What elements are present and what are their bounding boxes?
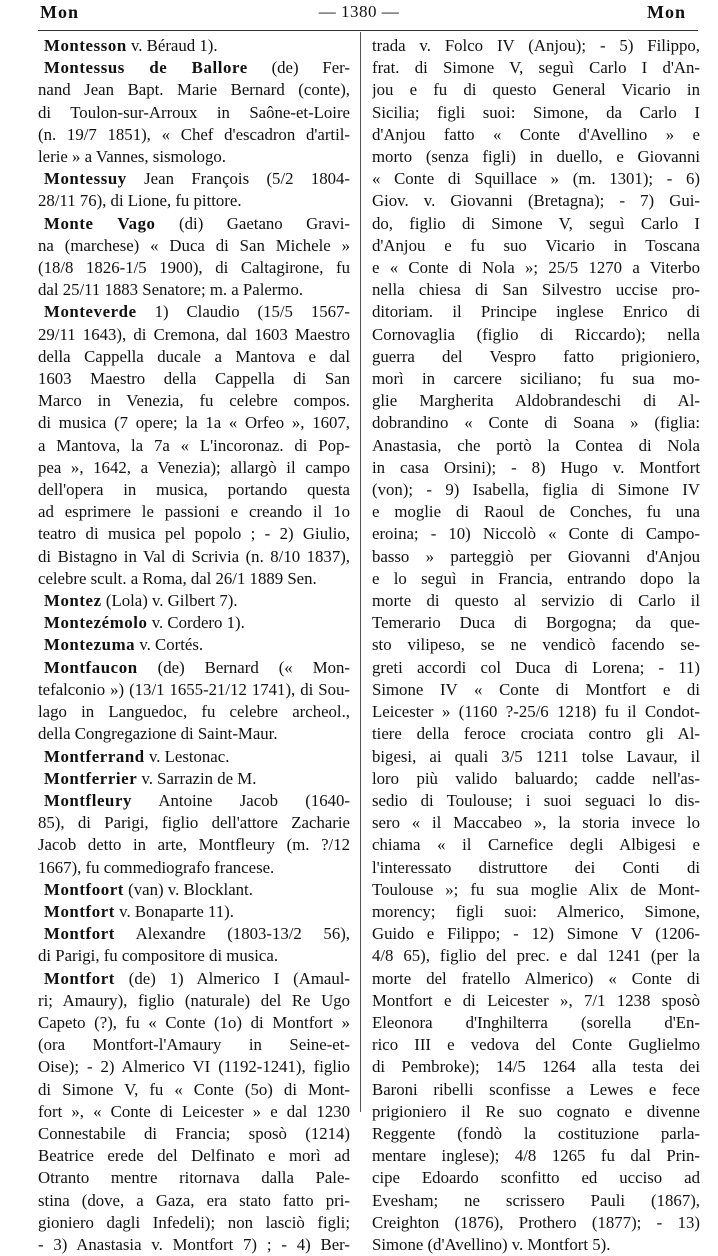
text-line	[38, 368, 350, 390]
line-text: sto vilipeso, se ne vendicò facendo se-	[372, 635, 700, 655]
line-text: di Toulon-sur-Arroux in Saône-et-Loire	[38, 102, 350, 122]
line-text: Baroni ribelli sconfisse a Lewes e fece	[372, 1079, 700, 1099]
line-text: Connestabile di Francia; sposò (1214)	[38, 1123, 350, 1143]
line-text: Leicester » (1160 ?-25/6 1218) fu il Condot-	[372, 702, 700, 722]
line-text: na (marchese) « Duca di San Michele »	[38, 235, 350, 255]
line-text: 1) Claudio (15/5 1567-	[136, 302, 350, 322]
text-line	[38, 812, 350, 834]
text-line	[372, 945, 700, 967]
line-text: di Bistagno in Val di Scrivia (n. 8/10 1837),	[38, 546, 350, 566]
right-column	[372, 35, 700, 1256]
text-line	[372, 279, 700, 301]
line-text: lerie » a Vannes, sismologo.	[38, 147, 226, 167]
line-text: sedio di Toulouse; i suoi seguaci lo dis-	[372, 790, 700, 810]
text-line	[38, 1234, 350, 1256]
column-divider	[360, 32, 361, 1112]
text-line	[372, 213, 700, 235]
line-text: (de) Fer-	[247, 58, 350, 78]
line-text: 1667), fu commediografo francese.	[38, 857, 275, 877]
line-text: morì in carcere siciliano; fu sua mo-	[372, 369, 700, 389]
line-text: (Lola) v. Gilbert 7).	[101, 591, 238, 611]
line-text: lago in Languedoc, fu celebre archeol.,	[38, 702, 350, 722]
text-line	[372, 523, 700, 545]
line-text: eroina; - 10) Niccolò « Conte di Campo-	[372, 524, 700, 544]
line-text: di musica (7 opere; la 1a « Orfeo », 1607,	[38, 413, 350, 433]
line-text: Marco in Venezia, fu celebre compos.	[38, 391, 350, 411]
text-line	[38, 235, 350, 257]
text-line	[38, 990, 350, 1012]
line-text: dal 25/11 1883 Senatore; m. a Palermo.	[38, 280, 304, 300]
line-text: Jean François (5/2 1804-	[126, 169, 350, 189]
text-line	[372, 301, 700, 323]
line-text: Guido e Filippo; - 12) Simone V (1206-	[372, 924, 700, 944]
text-line	[372, 235, 700, 257]
text-line	[372, 768, 700, 790]
text-line	[38, 501, 350, 523]
text-line	[38, 435, 350, 457]
page-header	[0, 2, 718, 24]
headword: Montfaucon	[44, 657, 138, 677]
line-text: v. Bonaparte 11).	[114, 901, 234, 921]
text-line	[372, 412, 700, 434]
line-text: v. Cordero 1).	[147, 613, 245, 633]
text-line	[38, 1145, 350, 1167]
line-text: do, figlio di Simone V, seguì Carlo I	[372, 213, 700, 233]
text-line	[38, 479, 350, 501]
text-line	[372, 1034, 700, 1056]
line-text: « Conte di Squillace » (m. 1301); - 6)	[372, 169, 700, 189]
line-text: Cornovaglia (figlio di Riccardo); nella	[372, 324, 700, 344]
text-line	[38, 834, 350, 856]
line-text: ditoriam. il Principe inglese Enrico di	[372, 302, 700, 322]
headword: Montezuma	[44, 635, 136, 655]
text-line	[372, 57, 700, 79]
line-text: sero « il Maccabeo », la storia invece lo	[372, 813, 700, 833]
text-line	[372, 568, 700, 590]
line-text: teatro di musica pel popolo ; - 2) Giulio,	[38, 524, 350, 544]
headword: Montesson	[44, 36, 127, 55]
text-line	[372, 1012, 700, 1034]
text-line	[372, 1056, 700, 1078]
line-text: pea », 1642, a Venezia); allargò il campo	[38, 457, 350, 477]
line-text: Antoine Jacob (1640-	[132, 790, 350, 810]
line-text: Reggente (fondò la costituzione parla-	[372, 1123, 700, 1143]
text-line	[372, 324, 700, 346]
line-text: v. Cortés.	[135, 635, 204, 655]
text-line	[372, 612, 700, 634]
line-text: ri; Amaury), figlio (naturale) del Re Ugo	[38, 990, 350, 1010]
line-text: 85), di Parigi, figlio dell'attore Zacharie	[38, 813, 350, 833]
text-line	[38, 746, 350, 768]
line-text: basso » parteggiò per Giovanni d'Anjou	[372, 546, 700, 566]
text-line	[38, 612, 350, 634]
text-line	[38, 102, 350, 124]
line-text: gioniero dagli Infedeli); non lasciò figli;	[38, 1212, 350, 1232]
text-line	[372, 1101, 700, 1123]
text-line	[38, 901, 350, 923]
line-text: Sicilia; figli suoi: Simone, da Carlo I	[372, 102, 700, 122]
line-text: Eleonora d'Inghilterra (sorella d'En-	[372, 1012, 700, 1032]
line-text: (di) Gaetano Gravi-	[155, 213, 350, 233]
running-head-right: Mon	[647, 2, 686, 22]
text-line	[372, 812, 700, 834]
headword: Montessus de Ballore	[44, 58, 248, 78]
text-line	[372, 1123, 700, 1145]
line-text: jou e fu di questo General Vicario in	[372, 80, 700, 100]
line-text: l'interessato distruttore dei Conti di	[372, 857, 700, 877]
text-line	[372, 102, 700, 124]
line-text: e lo seguì in Francia, entrando dopo la	[372, 568, 700, 588]
text-line	[38, 1101, 350, 1123]
line-text: Simone IV « Conte di Montfort e di	[372, 679, 700, 699]
line-text: morency; figli suoi: Almerico, Simone,	[372, 901, 700, 921]
headword: Montez	[44, 591, 102, 611]
text-line	[38, 590, 350, 612]
line-text: Otranto mentre ritornava dalla Pale-	[38, 1168, 350, 1188]
line-text: morte di questo al servizio di Carlo il	[372, 591, 700, 611]
text-line	[372, 346, 700, 368]
line-text: ad esprimere le passioni e creando il 1o	[38, 502, 350, 522]
line-text: Temerario Duca di Borgogna; da que-	[372, 613, 700, 633]
text-line	[372, 1167, 700, 1189]
line-text: Evesham; ne scrissero Pauli (1867),	[372, 1190, 700, 1210]
line-text: v. Lestonac.	[144, 746, 230, 766]
text-line	[38, 634, 350, 656]
text-line	[38, 412, 350, 434]
text-line	[38, 879, 350, 901]
text-line	[372, 701, 700, 723]
text-line	[38, 124, 350, 146]
text-line	[372, 790, 700, 812]
line-text: glie Margherita Aldobrandeschi di Al-	[372, 391, 700, 411]
text-line	[38, 768, 350, 790]
left-column	[38, 35, 350, 1256]
line-text: della Cappella ducale a Mantova e dal	[38, 346, 350, 366]
line-text: - 3) Anastasia v. Montfort 7) ; - 4) Ber-	[38, 1234, 350, 1254]
text-line	[372, 923, 700, 945]
line-text: (ora Montfort-l'Amaury in Seine-et-	[38, 1035, 350, 1055]
text-line	[38, 301, 350, 323]
text-line	[372, 435, 700, 457]
text-line	[38, 190, 350, 212]
text-line	[372, 479, 700, 501]
line-text: v. Béraud 1).	[126, 36, 218, 55]
line-text: bigesi, ai quali 3/5 1211 tolse Lavaur, il	[372, 746, 700, 766]
headword: Montferrand	[44, 746, 145, 766]
text-line	[372, 124, 700, 146]
line-text: Montfort e di Leicester », 7/1 1238 sposò	[372, 990, 700, 1010]
line-text: 28/11 76), di Lione, fu pittore.	[38, 191, 242, 211]
page-number: — 1380 —	[318, 2, 400, 21]
headword: Montfort	[44, 968, 115, 988]
headword: Montfort	[44, 924, 115, 944]
headword: Montezémolo	[44, 613, 148, 633]
headword: Monteverde	[44, 302, 137, 322]
text-line	[372, 146, 700, 168]
line-text: Simone (d'Avellino) v. Montfort 5).	[372, 1234, 611, 1254]
line-text: della Congregazione di Saint-Maur.	[38, 724, 278, 744]
line-text: v. Sarrazin de M.	[137, 768, 257, 788]
line-text: nand Jean Bapt. Marie Bernard (conte),	[38, 80, 350, 100]
text-line	[372, 190, 700, 212]
text-line	[38, 324, 350, 346]
text-line	[372, 501, 700, 523]
line-text: Capeto (?), fu « Conte (1o) di Montfort »	[38, 1012, 350, 1032]
text-line	[38, 657, 350, 679]
headword: Montferrier	[44, 768, 138, 788]
line-text: trada v. Folco IV (Anjou); - 5) Filippo,	[372, 36, 700, 55]
line-text: (de) Bernard (« Mon-	[137, 657, 350, 677]
text-line	[372, 679, 700, 701]
text-line	[38, 1167, 350, 1189]
text-line	[38, 1012, 350, 1034]
line-text: d'Anjou e fu suo Vicario in Toscana	[372, 235, 700, 255]
line-text: frat. di Simone V, seguì Carlo I d'An-	[372, 58, 700, 78]
text-line	[38, 213, 350, 235]
headword: Monte Vago	[44, 213, 156, 233]
line-text: chiama « il Carnefice degli Albigesi e	[372, 835, 700, 855]
text-line	[38, 1212, 350, 1234]
line-text: mentare inglese); 4/8 1265 fu dal Prin-	[372, 1146, 700, 1166]
text-line	[38, 35, 350, 57]
text-line	[372, 1212, 700, 1234]
line-text: dobrandino « Conte di Soana » (figlia:	[372, 413, 700, 433]
text-line	[38, 923, 350, 945]
line-text: guerra del Vespro fatto prigioniero,	[372, 346, 700, 366]
line-text: di Simone V, fu « Conte (5o) di Mont-	[38, 1079, 350, 1099]
text-line	[38, 79, 350, 101]
text-line	[372, 746, 700, 768]
text-line	[38, 1123, 350, 1145]
line-text: Anastasia, che portò la Contea di Nola	[372, 435, 700, 455]
text-line	[38, 968, 350, 990]
text-line	[372, 901, 700, 923]
line-text: 29/11 1643), di Cremona, dal 1603 Maestro	[38, 324, 350, 344]
line-text: Toulouse »; fu sua moglie Alix de Mont-	[372, 879, 700, 899]
line-text: (de) 1) Almerico I (Amaul-	[114, 968, 350, 988]
text-line	[38, 857, 350, 879]
line-text: fort », « Conte di Leicester » e dal 1230	[38, 1101, 350, 1121]
line-text: nella chiesa di San Silvestro uccise pro-	[372, 280, 700, 300]
line-text: e « Conte di Nola »; 25/5 1270 a Viterbo	[372, 258, 700, 278]
text-line	[38, 1190, 350, 1212]
text-line	[372, 1234, 700, 1256]
text-line	[38, 1079, 350, 1101]
line-text: (von); - 9) Isabella, figlia di Simone IV	[372, 480, 700, 500]
line-text: Creighton (1876), Prothero (1877); - 13)	[372, 1212, 700, 1232]
headword: Montfort	[44, 901, 115, 921]
text-line	[372, 834, 700, 856]
header-rule	[38, 30, 698, 31]
text-line	[372, 390, 700, 412]
line-text: (van) v. Blocklant.	[123, 879, 253, 899]
text-line	[38, 346, 350, 368]
line-text: tiere della feroce crociata contro gli Al-	[372, 724, 700, 744]
line-text: tefalconio ») (13/1 1655-21/12 1741), di Sou-	[38, 679, 350, 699]
text-line	[372, 1190, 700, 1212]
line-text: di Parigi, fu compositore di musica.	[38, 946, 279, 966]
line-text: Jacob detto in arte, Montfleury (m. ?/12	[38, 835, 350, 855]
text-line	[38, 546, 350, 568]
text-line	[372, 879, 700, 901]
line-text: Giov. v. Giovanni (Bretagna); - 7) Gui-	[372, 191, 700, 211]
text-line	[372, 546, 700, 568]
line-text: 4/8 65), figlio del prec. e dal 1241 (per la	[372, 946, 700, 966]
line-text: Beatrice erede del Delfinato e morì ad	[38, 1146, 350, 1166]
line-text: morto (senza figli) in duello, e Giovanni	[372, 147, 700, 167]
running-head-left: Mon	[40, 2, 79, 22]
text-line	[372, 723, 700, 745]
line-text: (n. 19/7 1851), « Chef d'escadron d'artil-	[38, 124, 350, 144]
text-line	[38, 790, 350, 812]
text-line	[38, 457, 350, 479]
text-line	[372, 168, 700, 190]
text-line	[38, 390, 350, 412]
line-text: greti accordi col Duca di Lorena; - 11)	[372, 657, 700, 677]
line-text: Alexandre (1803-13/2 56),	[114, 924, 350, 944]
line-text: d'Anjou fatto « Conte d'Avellino » e	[372, 124, 700, 144]
text-line	[372, 634, 700, 656]
headword: Montfoort	[44, 879, 124, 899]
line-text: celebre scult. a Roma, dal 26/1 1889 Sen.	[38, 568, 317, 588]
line-text: rico III e vedova del Conte Guglielmo	[372, 1035, 700, 1055]
text-line	[372, 590, 700, 612]
text-line	[372, 990, 700, 1012]
text-line	[38, 679, 350, 701]
text-line	[372, 457, 700, 479]
text-line	[372, 79, 700, 101]
text-line	[38, 146, 350, 168]
line-text: loro più valido baluardo; cadde nell'as-	[372, 768, 700, 788]
text-line	[372, 857, 700, 879]
line-text: e moglie di Raoul de Conches, fu una	[372, 502, 700, 522]
text-line	[372, 35, 700, 57]
line-text: in casa Orsini); - 8) Hugo v. Montfort	[372, 457, 700, 477]
line-text: morte del fratello Almerico) « Conte di	[372, 968, 700, 988]
text-line	[38, 57, 350, 79]
line-text: a Mantova, la 7a « L'incoronaz. di Pop-	[38, 435, 350, 455]
text-line	[38, 279, 350, 301]
text-line	[372, 368, 700, 390]
line-text: dell'opera in musica, portando questa	[38, 480, 350, 500]
headword: Montfleury	[44, 790, 133, 810]
text-line	[38, 523, 350, 545]
line-text: di Pembroke); 14/5 1264 alla testa dei	[372, 1057, 700, 1077]
line-text: Oise); - 2) Almerico VI (1192-1241), figlio	[38, 1057, 350, 1077]
text-line	[38, 568, 350, 590]
text-line	[38, 1034, 350, 1056]
text-line	[38, 723, 350, 745]
text-line	[372, 257, 700, 279]
text-line	[38, 945, 350, 967]
text-line	[372, 1079, 700, 1101]
text-line	[38, 168, 350, 190]
text-line	[372, 968, 700, 990]
text-line	[372, 1145, 700, 1167]
line-text: cipe Edoardo sconfitto ed ucciso ad	[372, 1168, 700, 1188]
line-text: prigioniero il Re suo cognato e divenne	[372, 1101, 700, 1121]
text-line	[38, 701, 350, 723]
text-line	[38, 1056, 350, 1078]
headword: Montessuy	[44, 169, 127, 189]
line-text: stina (dove, a Gaza, era stato fatto pri-	[38, 1190, 350, 1210]
text-line	[38, 257, 350, 279]
text-line	[372, 657, 700, 679]
line-text: 1603 Maestro della Cappella di San	[38, 369, 350, 389]
line-text: (18/8 1826-1/5 1900), di Caltagirone, fu	[38, 258, 350, 278]
